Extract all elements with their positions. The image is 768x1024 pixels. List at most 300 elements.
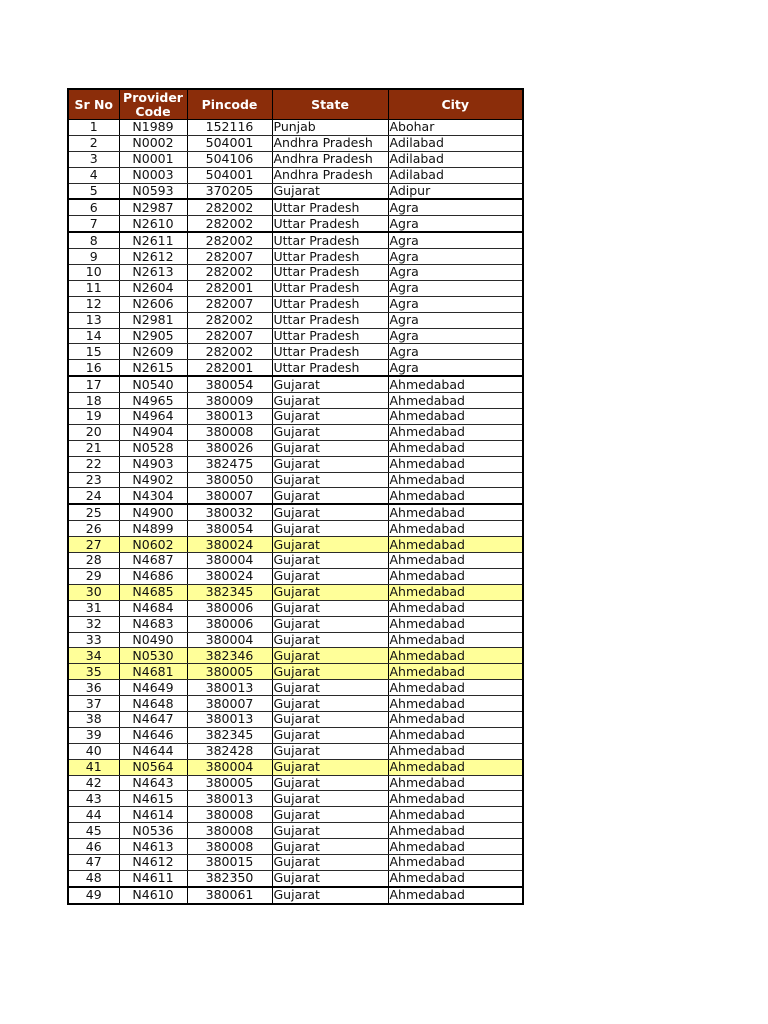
cell-state: Gujarat [272, 584, 388, 600]
table-body [68, 120, 523, 904]
cell-city: Ahmedabad [388, 632, 523, 648]
table-row [68, 216, 523, 232]
cell-state: Gujarat [272, 727, 388, 743]
header-state: State [272, 89, 388, 120]
cell-city: Adilabad [388, 135, 523, 151]
cell-provider-code: N2905 [119, 328, 187, 344]
cell-pincode: 380008 [187, 807, 272, 823]
cell-provider-code: N4686 [119, 568, 187, 584]
table-row [68, 328, 523, 344]
cell-sr-no: 46 [68, 839, 119, 855]
table-row [68, 537, 523, 553]
cell-state: Uttar Pradesh [272, 360, 388, 376]
cell-state: Uttar Pradesh [272, 216, 388, 232]
cell-pincode: 282002 [187, 216, 272, 232]
cell-provider-code: N0593 [119, 183, 187, 199]
header-sr-no: Sr No [68, 89, 119, 120]
cell-provider-code: N0002 [119, 135, 187, 151]
cell-city: Ahmedabad [388, 440, 523, 456]
cell-city: Abohar [388, 120, 523, 136]
cell-city: Agra [388, 199, 523, 215]
cell-pincode: 380008 [187, 424, 272, 440]
cell-sr-no: 42 [68, 775, 119, 791]
cell-city: Ahmedabad [388, 680, 523, 696]
cell-provider-code: N0003 [119, 167, 187, 183]
cell-sr-no: 3 [68, 151, 119, 167]
table-row [68, 456, 523, 472]
cell-sr-no: 30 [68, 584, 119, 600]
cell-provider-code: N2610 [119, 216, 187, 232]
cell-state: Gujarat [272, 632, 388, 648]
cell-pincode: 380015 [187, 854, 272, 870]
table-row [68, 521, 523, 537]
header-row [68, 89, 523, 120]
table-row [68, 199, 523, 215]
cell-city: Ahmedabad [388, 743, 523, 759]
cell-sr-no: 4 [68, 167, 119, 183]
cell-provider-code: N4613 [119, 839, 187, 855]
cell-provider-code: N2609 [119, 344, 187, 360]
cell-pincode: 382350 [187, 870, 272, 886]
cell-city: Ahmedabad [388, 711, 523, 727]
cell-state: Gujarat [272, 775, 388, 791]
header-provider-code: Provider Code [119, 89, 187, 120]
cell-sr-no: 9 [68, 249, 119, 265]
cell-city: Ahmedabad [388, 553, 523, 569]
cell-sr-no: 17 [68, 376, 119, 392]
header-pincode: Pincode [187, 89, 272, 120]
cell-city: Ahmedabad [388, 854, 523, 870]
cell-state: Gujarat [272, 537, 388, 553]
table-row [68, 664, 523, 680]
cell-sr-no: 1 [68, 120, 119, 136]
cell-pincode: 382345 [187, 727, 272, 743]
table-row [68, 600, 523, 616]
cell-city: Ahmedabad [388, 393, 523, 409]
cell-pincode: 380024 [187, 568, 272, 584]
cell-sr-no: 8 [68, 232, 119, 248]
cell-provider-code: N0564 [119, 759, 187, 775]
cell-city: Ahmedabad [388, 568, 523, 584]
table-row [68, 632, 523, 648]
cell-sr-no: 18 [68, 393, 119, 409]
cell-provider-code: N4683 [119, 616, 187, 632]
cell-city: Agra [388, 344, 523, 360]
cell-provider-code: N4687 [119, 553, 187, 569]
cell-city: Ahmedabad [388, 521, 523, 537]
cell-sr-no: 19 [68, 409, 119, 425]
table-row [68, 280, 523, 296]
cell-city: Ahmedabad [388, 472, 523, 488]
table-row [68, 870, 523, 886]
table-row [68, 151, 523, 167]
cell-pincode: 380006 [187, 600, 272, 616]
cell-provider-code: N1989 [119, 120, 187, 136]
table-row [68, 312, 523, 328]
cell-state: Gujarat [272, 854, 388, 870]
cell-provider-code: N2615 [119, 360, 187, 376]
cell-city: Ahmedabad [388, 775, 523, 791]
table-row [68, 232, 523, 248]
cell-state: Gujarat [272, 440, 388, 456]
cell-provider-code: N4965 [119, 393, 187, 409]
cell-city: Ahmedabad [388, 584, 523, 600]
cell-state: Gujarat [272, 711, 388, 727]
table-row [68, 376, 523, 392]
cell-sr-no: 21 [68, 440, 119, 456]
cell-pincode: 282007 [187, 249, 272, 265]
table-row [68, 807, 523, 823]
cell-provider-code: N4964 [119, 409, 187, 425]
cell-sr-no: 36 [68, 680, 119, 696]
cell-provider-code: N0540 [119, 376, 187, 392]
cell-city: Ahmedabad [388, 456, 523, 472]
cell-provider-code: N4611 [119, 870, 187, 886]
cell-provider-code: N4643 [119, 775, 187, 791]
cell-provider-code: N2612 [119, 249, 187, 265]
cell-provider-code: N4684 [119, 600, 187, 616]
cell-state: Uttar Pradesh [272, 280, 388, 296]
cell-provider-code: N4902 [119, 472, 187, 488]
cell-state: Gujarat [272, 616, 388, 632]
cell-pincode: 380006 [187, 616, 272, 632]
table-row [68, 696, 523, 712]
cell-state: Gujarat [272, 680, 388, 696]
cell-city: Ahmedabad [388, 870, 523, 886]
cell-state: Gujarat [272, 393, 388, 409]
table-row [68, 296, 523, 312]
table-row [68, 616, 523, 632]
cell-city: Ahmedabad [388, 504, 523, 520]
cell-state: Punjab [272, 120, 388, 136]
cell-provider-code: N4904 [119, 424, 187, 440]
cell-state: Gujarat [272, 743, 388, 759]
cell-provider-code: N0602 [119, 537, 187, 553]
cell-pincode: 370205 [187, 183, 272, 199]
cell-city: Agra [388, 312, 523, 328]
cell-state: Gujarat [272, 472, 388, 488]
cell-provider-code: N2606 [119, 296, 187, 312]
table-row [68, 680, 523, 696]
table-row [68, 440, 523, 456]
cell-sr-no: 33 [68, 632, 119, 648]
cell-provider-code: N4615 [119, 791, 187, 807]
cell-city: Ahmedabad [388, 424, 523, 440]
cell-state: Gujarat [272, 823, 388, 839]
cell-sr-no: 5 [68, 183, 119, 199]
table-row [68, 775, 523, 791]
cell-sr-no: 27 [68, 537, 119, 553]
cell-pincode: 382475 [187, 456, 272, 472]
cell-pincode: 380004 [187, 759, 272, 775]
cell-state: Uttar Pradesh [272, 328, 388, 344]
table-row [68, 183, 523, 199]
cell-provider-code: N4900 [119, 504, 187, 520]
table-row [68, 553, 523, 569]
cell-state: Gujarat [272, 553, 388, 569]
cell-sr-no: 49 [68, 887, 119, 904]
cell-provider-code: N2613 [119, 265, 187, 281]
cell-city: Adilabad [388, 167, 523, 183]
cell-city: Ahmedabad [388, 759, 523, 775]
cell-provider-code: N4899 [119, 521, 187, 537]
cell-city: Adilabad [388, 151, 523, 167]
cell-pincode: 152116 [187, 120, 272, 136]
table-row [68, 424, 523, 440]
cell-city: Adipur [388, 183, 523, 199]
cell-state: Uttar Pradesh [272, 199, 388, 215]
cell-state: Gujarat [272, 664, 388, 680]
provider-table [67, 88, 524, 905]
cell-pincode: 504001 [187, 135, 272, 151]
cell-sr-no: 12 [68, 296, 119, 312]
cell-pincode: 380007 [187, 696, 272, 712]
table-row [68, 887, 523, 904]
cell-pincode: 380005 [187, 664, 272, 680]
table-row [68, 648, 523, 664]
cell-pincode: 380013 [187, 711, 272, 727]
cell-state: Gujarat [272, 887, 388, 904]
cell-state: Gujarat [272, 568, 388, 584]
cell-provider-code: N2604 [119, 280, 187, 296]
cell-sr-no: 32 [68, 616, 119, 632]
cell-sr-no: 39 [68, 727, 119, 743]
cell-provider-code: N0001 [119, 151, 187, 167]
cell-sr-no: 34 [68, 648, 119, 664]
cell-pincode: 282002 [187, 344, 272, 360]
cell-city: Agra [388, 249, 523, 265]
cell-pincode: 380009 [187, 393, 272, 409]
table-row [68, 265, 523, 281]
cell-city: Ahmedabad [388, 791, 523, 807]
cell-state: Andhra Pradesh [272, 135, 388, 151]
cell-sr-no: 23 [68, 472, 119, 488]
cell-sr-no: 16 [68, 360, 119, 376]
table-row [68, 743, 523, 759]
cell-state: Gujarat [272, 870, 388, 886]
table-row [68, 344, 523, 360]
cell-provider-code: N2981 [119, 312, 187, 328]
cell-pincode: 504106 [187, 151, 272, 167]
cell-city: Agra [388, 232, 523, 248]
cell-city: Agra [388, 328, 523, 344]
cell-sr-no: 29 [68, 568, 119, 584]
cell-sr-no: 2 [68, 135, 119, 151]
cell-state: Gujarat [272, 791, 388, 807]
table-row [68, 711, 523, 727]
table-row [68, 759, 523, 775]
cell-pincode: 282001 [187, 280, 272, 296]
cell-city: Ahmedabad [388, 409, 523, 425]
cell-provider-code: N4646 [119, 727, 187, 743]
cell-sr-no: 25 [68, 504, 119, 520]
cell-pincode: 380050 [187, 472, 272, 488]
cell-pincode: 380054 [187, 376, 272, 392]
cell-provider-code: N2987 [119, 199, 187, 215]
cell-pincode: 282002 [187, 232, 272, 248]
cell-sr-no: 38 [68, 711, 119, 727]
cell-city: Agra [388, 296, 523, 312]
table-row [68, 393, 523, 409]
cell-pincode: 380013 [187, 409, 272, 425]
cell-sr-no: 37 [68, 696, 119, 712]
cell-state: Uttar Pradesh [272, 344, 388, 360]
table-row [68, 727, 523, 743]
cell-sr-no: 43 [68, 791, 119, 807]
cell-pincode: 380026 [187, 440, 272, 456]
cell-state: Gujarat [272, 600, 388, 616]
table-row [68, 472, 523, 488]
cell-pincode: 504001 [187, 167, 272, 183]
cell-city: Agra [388, 265, 523, 281]
table-row [68, 584, 523, 600]
cell-pincode: 380013 [187, 791, 272, 807]
cell-pincode: 282002 [187, 199, 272, 215]
cell-sr-no: 41 [68, 759, 119, 775]
cell-city: Agra [388, 216, 523, 232]
table-header [68, 89, 523, 120]
cell-pincode: 380061 [187, 887, 272, 904]
cell-sr-no: 35 [68, 664, 119, 680]
cell-state: Gujarat [272, 696, 388, 712]
cell-provider-code: N4612 [119, 854, 187, 870]
cell-provider-code: N4685 [119, 584, 187, 600]
header-city: City [388, 89, 523, 120]
cell-state: Uttar Pradesh [272, 249, 388, 265]
cell-provider-code: N0528 [119, 440, 187, 456]
cell-pincode: 380024 [187, 537, 272, 553]
cell-state: Gujarat [272, 183, 388, 199]
cell-city: Agra [388, 360, 523, 376]
cell-state: Uttar Pradesh [272, 296, 388, 312]
cell-city: Ahmedabad [388, 823, 523, 839]
cell-provider-code: N4681 [119, 664, 187, 680]
cell-pincode: 282002 [187, 265, 272, 281]
cell-city: Ahmedabad [388, 839, 523, 855]
cell-provider-code: N4304 [119, 488, 187, 504]
cell-state: Gujarat [272, 424, 388, 440]
cell-pincode: 382345 [187, 584, 272, 600]
cell-state: Gujarat [272, 488, 388, 504]
cell-sr-no: 28 [68, 553, 119, 569]
table-row [68, 409, 523, 425]
cell-pincode: 380032 [187, 504, 272, 520]
cell-pincode: 282002 [187, 312, 272, 328]
table-row [68, 360, 523, 376]
cell-pincode: 380054 [187, 521, 272, 537]
cell-city: Ahmedabad [388, 648, 523, 664]
table-row [68, 167, 523, 183]
cell-sr-no: 44 [68, 807, 119, 823]
cell-provider-code: N4903 [119, 456, 187, 472]
cell-pincode: 380004 [187, 632, 272, 648]
table-row [68, 488, 523, 504]
cell-provider-code: N0530 [119, 648, 187, 664]
cell-provider-code: N2611 [119, 232, 187, 248]
cell-pincode: 380008 [187, 823, 272, 839]
table-row [68, 839, 523, 855]
cell-state: Gujarat [272, 648, 388, 664]
cell-state: Gujarat [272, 409, 388, 425]
table-row [68, 249, 523, 265]
table-row [68, 791, 523, 807]
cell-sr-no: 15 [68, 344, 119, 360]
cell-pincode: 382428 [187, 743, 272, 759]
cell-state: Uttar Pradesh [272, 265, 388, 281]
cell-sr-no: 7 [68, 216, 119, 232]
cell-city: Agra [388, 280, 523, 296]
cell-city: Ahmedabad [388, 696, 523, 712]
cell-sr-no: 26 [68, 521, 119, 537]
cell-sr-no: 10 [68, 265, 119, 281]
cell-sr-no: 47 [68, 854, 119, 870]
cell-state: Gujarat [272, 504, 388, 520]
cell-provider-code: N0490 [119, 632, 187, 648]
cell-pincode: 380008 [187, 839, 272, 855]
cell-city: Ahmedabad [388, 616, 523, 632]
cell-provider-code: N0536 [119, 823, 187, 839]
cell-state: Andhra Pradesh [272, 151, 388, 167]
cell-city: Ahmedabad [388, 887, 523, 904]
table-row [68, 120, 523, 136]
cell-city: Ahmedabad [388, 807, 523, 823]
cell-state: Uttar Pradesh [272, 312, 388, 328]
cell-city: Ahmedabad [388, 727, 523, 743]
cell-pincode: 380013 [187, 680, 272, 696]
cell-city: Ahmedabad [388, 600, 523, 616]
cell-pincode: 380005 [187, 775, 272, 791]
table-row [68, 135, 523, 151]
cell-state: Gujarat [272, 456, 388, 472]
table-row [68, 823, 523, 839]
cell-sr-no: 14 [68, 328, 119, 344]
cell-state: Gujarat [272, 759, 388, 775]
cell-pincode: 282001 [187, 360, 272, 376]
cell-sr-no: 31 [68, 600, 119, 616]
cell-state: Uttar Pradesh [272, 232, 388, 248]
cell-sr-no: 40 [68, 743, 119, 759]
cell-sr-no: 48 [68, 870, 119, 886]
cell-state: Gujarat [272, 839, 388, 855]
cell-pincode: 380004 [187, 553, 272, 569]
cell-state: Gujarat [272, 376, 388, 392]
cell-city: Ahmedabad [388, 376, 523, 392]
cell-sr-no: 24 [68, 488, 119, 504]
cell-sr-no: 45 [68, 823, 119, 839]
table-row [68, 854, 523, 870]
cell-sr-no: 20 [68, 424, 119, 440]
cell-provider-code: N4644 [119, 743, 187, 759]
cell-sr-no: 13 [68, 312, 119, 328]
cell-provider-code: N4614 [119, 807, 187, 823]
cell-state: Gujarat [272, 521, 388, 537]
cell-state: Gujarat [272, 807, 388, 823]
cell-city: Ahmedabad [388, 488, 523, 504]
cell-provider-code: N4648 [119, 696, 187, 712]
cell-provider-code: N4649 [119, 680, 187, 696]
cell-city: Ahmedabad [388, 664, 523, 680]
cell-pincode: 282007 [187, 296, 272, 312]
cell-pincode: 282007 [187, 328, 272, 344]
cell-city: Ahmedabad [388, 537, 523, 553]
cell-sr-no: 11 [68, 280, 119, 296]
cell-pincode: 382346 [187, 648, 272, 664]
cell-provider-code: N4647 [119, 711, 187, 727]
cell-state: Andhra Pradesh [272, 167, 388, 183]
cell-provider-code: N4610 [119, 887, 187, 904]
table-row [68, 504, 523, 520]
cell-sr-no: 6 [68, 199, 119, 215]
